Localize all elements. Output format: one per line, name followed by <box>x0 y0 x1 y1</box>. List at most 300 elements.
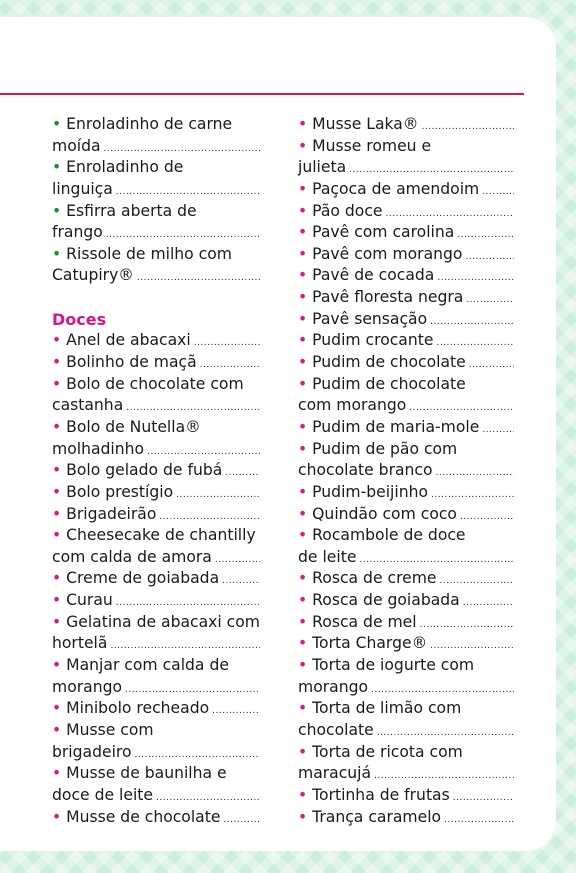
bullet-icon: • <box>298 742 313 761</box>
item-text <box>298 590 460 612</box>
item-text <box>52 785 153 807</box>
item-line <box>52 417 260 439</box>
item-label: Rosca de mel <box>312 612 417 631</box>
bullet-icon: • <box>298 374 313 393</box>
item-label: com morango <box>298 396 407 415</box>
bullet-icon: • <box>52 526 67 545</box>
item-label: chocolate <box>298 720 374 739</box>
list-item <box>298 179 514 201</box>
list-item <box>52 504 260 526</box>
list-item <box>298 244 514 266</box>
dot-leader <box>212 701 260 723</box>
dot-leader <box>465 247 514 269</box>
left-column <box>52 114 260 828</box>
item-line <box>52 547 260 569</box>
list-item <box>298 330 514 352</box>
item-label: Musse Laka® <box>312 115 419 133</box>
bullet-icon: • <box>298 288 313 307</box>
item-label: maracujá <box>298 764 372 783</box>
item-label: Rocambole de doce <box>312 526 466 545</box>
item-line <box>52 460 260 482</box>
item-text <box>52 460 222 482</box>
item-line <box>298 807 514 829</box>
dot-leader <box>176 485 260 507</box>
item-text <box>298 568 437 590</box>
bullet-icon: • <box>52 612 67 631</box>
bullet-icon: • <box>298 591 313 610</box>
item-text <box>298 287 463 309</box>
item-label: Rosca de creme <box>312 569 437 588</box>
list-item <box>52 157 260 200</box>
item-label: Pudim de pão com <box>312 439 458 458</box>
bullet-icon: • <box>298 785 313 804</box>
item-text <box>298 439 457 461</box>
item-text <box>52 677 122 699</box>
item-text <box>298 720 374 742</box>
item-line <box>52 655 260 677</box>
item-label: moída <box>52 136 101 155</box>
item-label: Bolo prestígio <box>66 482 174 501</box>
item-line <box>52 568 260 590</box>
list-item <box>298 265 514 287</box>
item-label: Pavê com carolina <box>312 223 455 242</box>
bullet-icon: • <box>52 331 67 350</box>
item-text <box>298 157 346 179</box>
item-line <box>52 439 260 461</box>
item-label: Pavê com morango <box>312 244 463 263</box>
item-line <box>52 201 260 223</box>
item-label: hortelã <box>52 634 108 653</box>
item-label: Pavê floresta negra <box>312 288 464 307</box>
header-rule <box>0 93 524 95</box>
item-text <box>298 763 371 785</box>
dot-leader <box>223 810 260 832</box>
item-line <box>52 677 260 699</box>
list-item <box>298 136 514 179</box>
dot-leader <box>430 312 514 334</box>
item-text <box>298 547 356 569</box>
item-line <box>52 590 260 612</box>
item-line <box>52 136 260 158</box>
item-label: Pavê sensação <box>312 309 428 328</box>
bullet-icon: • <box>298 179 313 198</box>
list-item <box>52 807 260 829</box>
list-item <box>52 482 260 504</box>
item-label: Pudim crocante <box>312 331 434 350</box>
item-label: Musse romeu e <box>312 136 432 155</box>
item-label: morango <box>298 677 369 696</box>
item-label: Pudim de chocolate <box>312 374 466 393</box>
item-text <box>52 763 227 785</box>
item-text <box>298 352 466 374</box>
bullet-icon: • <box>52 504 67 523</box>
bullet-icon: • <box>298 309 313 328</box>
item-text <box>298 244 462 266</box>
item-text <box>298 655 474 677</box>
list-item <box>298 655 514 698</box>
item-label: Bolinho de maçã <box>66 353 197 372</box>
item-text <box>298 395 406 417</box>
item-text <box>298 460 433 482</box>
item-text <box>52 244 232 266</box>
list-item <box>298 352 514 374</box>
item-label: Musse com <box>66 720 154 739</box>
item-text <box>52 265 134 287</box>
item-line <box>298 742 514 764</box>
item-text <box>52 482 173 504</box>
bullet-icon: • <box>52 807 67 826</box>
bullet-icon: • <box>298 569 313 588</box>
bullet-icon: • <box>52 374 67 393</box>
dot-leader <box>453 788 514 810</box>
item-label: Musse de baunilha e <box>66 764 227 783</box>
bullet-icon: • <box>52 656 67 675</box>
item-label: Gelatina de abacaxi com <box>66 612 260 631</box>
item-text <box>52 655 229 677</box>
item-label: Enroladinho de carne <box>66 115 233 133</box>
bullet-icon: • <box>298 136 313 155</box>
item-line <box>52 114 260 136</box>
item-text <box>52 742 132 764</box>
bullet-icon: • <box>52 158 67 177</box>
item-line <box>52 763 260 785</box>
item-line <box>298 460 514 482</box>
item-label: castanha <box>52 396 124 415</box>
dot-leader <box>482 420 514 442</box>
bullet-icon: • <box>298 353 313 372</box>
list-item <box>52 568 260 590</box>
bullet-icon: • <box>298 201 313 220</box>
item-line <box>52 352 260 374</box>
item-label: Pudim de maria-mole <box>312 417 480 436</box>
item-text <box>298 807 441 829</box>
bullet-icon: • <box>298 504 313 523</box>
item-line <box>298 265 514 287</box>
list-item <box>52 612 260 655</box>
dot-leader <box>457 225 514 247</box>
item-line <box>52 330 260 352</box>
list-item <box>298 504 514 526</box>
item-text <box>52 612 260 634</box>
bullet-icon: • <box>298 482 313 501</box>
item-text <box>298 785 450 807</box>
item-line <box>52 807 260 829</box>
bullet-icon: • <box>52 591 67 610</box>
item-label: Paçoca de amendoim <box>312 179 480 198</box>
dot-leader <box>137 268 260 290</box>
item-label: Pão doce <box>312 201 383 220</box>
item-line <box>298 309 514 331</box>
item-text <box>298 330 433 352</box>
item-line <box>52 525 260 547</box>
item-text <box>298 742 463 764</box>
item-line <box>52 395 260 417</box>
item-text <box>52 330 191 352</box>
dot-leader <box>463 593 514 615</box>
list-item <box>298 785 514 807</box>
bullet-icon: • <box>298 439 313 458</box>
list-item <box>52 698 260 720</box>
item-line <box>298 157 514 179</box>
item-line <box>298 720 514 742</box>
item-text <box>298 633 427 655</box>
item-label: Anel de abacaxi <box>66 331 191 350</box>
item-label: Tortinha de frutas <box>312 785 450 804</box>
item-line <box>298 655 514 677</box>
list-item <box>298 222 514 244</box>
item-line <box>298 677 514 699</box>
list-item <box>298 525 514 568</box>
item-label: Torta Charge® <box>312 634 428 653</box>
list-item <box>52 460 260 482</box>
list-item <box>298 114 514 136</box>
bullet-icon: • <box>298 634 313 653</box>
bullet-icon: • <box>52 244 67 263</box>
item-text <box>298 179 479 201</box>
list-item <box>298 374 514 417</box>
item-text <box>298 677 368 699</box>
item-label: Torta de limão com <box>312 699 462 718</box>
list-item <box>52 374 260 417</box>
item-line <box>298 633 514 655</box>
bullet-icon: • <box>298 807 313 826</box>
item-line <box>52 179 260 201</box>
item-label: Enroladinho de <box>66 158 184 177</box>
item-label: Musse de chocolate <box>66 807 221 826</box>
item-line <box>298 201 514 223</box>
item-line <box>298 244 514 266</box>
dot-leader <box>469 355 514 377</box>
item-label: Rissole de milho com <box>66 244 232 263</box>
item-label: brigadeiro <box>52 742 132 761</box>
bullet-icon: • <box>298 656 313 675</box>
item-line <box>298 352 514 374</box>
item-label: Torta de iogurte com <box>312 656 475 675</box>
item-text <box>52 114 232 136</box>
bullet-icon: • <box>52 720 67 739</box>
dot-leader <box>215 550 260 572</box>
bullet-icon: • <box>52 764 67 783</box>
bullet-icon: • <box>298 699 313 718</box>
item-text <box>52 698 209 720</box>
item-label: Esfirra aberta de <box>66 201 197 220</box>
bullet-icon: • <box>52 417 67 436</box>
item-text <box>298 136 431 158</box>
bullet-icon: • <box>298 526 313 545</box>
item-line <box>52 265 260 287</box>
item-label: Bolo de Nutella® <box>66 417 201 436</box>
item-line <box>298 287 514 309</box>
list-item <box>52 417 260 460</box>
item-text <box>52 352 197 374</box>
item-label: Pudim de chocolate <box>312 353 466 372</box>
section-title-doces: Doces <box>52 309 107 329</box>
item-line <box>52 698 260 720</box>
item-line <box>298 222 514 244</box>
list-item <box>298 698 514 741</box>
list-item <box>298 439 514 482</box>
item-line <box>298 763 514 785</box>
item-text <box>298 374 466 396</box>
bullet-icon: • <box>52 201 67 220</box>
list-item <box>52 352 260 374</box>
item-line <box>298 504 514 526</box>
list-item <box>52 114 260 157</box>
bullet-icon: • <box>298 612 313 631</box>
item-line <box>298 785 514 807</box>
bullet-icon: • <box>52 699 67 718</box>
item-text <box>52 439 144 461</box>
item-line <box>52 742 260 764</box>
bullet-icon: • <box>52 482 67 501</box>
item-label: Bolo gelado de fubá <box>66 461 223 480</box>
item-text <box>298 504 457 526</box>
item-line <box>298 136 514 158</box>
list-item <box>52 201 260 244</box>
item-label: de leite <box>298 547 357 566</box>
list-item <box>52 720 260 763</box>
item-line <box>52 612 260 634</box>
bullet-icon: • <box>52 461 67 480</box>
item-label: Trança caramelo <box>312 807 442 826</box>
item-line <box>298 612 514 634</box>
bullet-icon: • <box>52 569 67 588</box>
item-text <box>298 525 466 547</box>
dot-leader <box>420 615 514 637</box>
item-label: com calda de amora <box>52 547 212 566</box>
bullet-icon: • <box>298 417 313 436</box>
item-label: Torta de ricota com <box>312 742 463 761</box>
item-line <box>298 417 514 439</box>
list-item <box>298 417 514 439</box>
list-item <box>52 590 260 612</box>
item-label: Pudim-beijinho <box>312 482 429 501</box>
item-text <box>52 590 113 612</box>
item-label: linguiça <box>52 179 113 198</box>
item-text <box>298 698 461 720</box>
dot-leader <box>436 463 514 485</box>
list-item <box>298 612 514 634</box>
list-item <box>298 482 514 504</box>
item-text <box>298 201 383 223</box>
item-text <box>52 525 256 547</box>
item-line <box>52 785 260 807</box>
item-line <box>52 374 260 396</box>
item-label: julieta <box>298 158 347 177</box>
item-label: molhadinho <box>52 439 145 458</box>
item-text <box>52 504 156 526</box>
item-label: Minibolo recheado <box>66 699 210 718</box>
bullet-icon: • <box>52 353 67 372</box>
item-line <box>298 698 514 720</box>
list-item <box>298 568 514 590</box>
item-label: Creme de goiabada <box>66 569 220 588</box>
list-item <box>298 742 514 785</box>
item-text <box>52 201 197 223</box>
item-label: Curau <box>66 591 113 610</box>
item-label: Manjar com calda de <box>66 656 229 675</box>
bullet-icon: • <box>298 244 313 263</box>
bullet-icon: • <box>298 331 313 350</box>
item-text <box>52 374 244 396</box>
item-label: doce de leite <box>52 785 153 804</box>
right-column <box>298 114 514 828</box>
item-text <box>52 417 201 439</box>
item-line <box>298 590 514 612</box>
item-line <box>298 568 514 590</box>
item-line <box>298 330 514 352</box>
item-text <box>52 222 103 244</box>
item-text <box>52 547 212 569</box>
dot-leader <box>482 182 514 204</box>
list-item <box>52 330 260 352</box>
item-text <box>298 482 428 504</box>
dot-leader <box>222 571 260 593</box>
dot-leader <box>460 507 514 529</box>
list-item <box>52 655 260 698</box>
item-text <box>298 114 418 136</box>
bullet-icon: • <box>298 266 313 285</box>
item-text <box>298 265 434 287</box>
doces-list <box>52 330 260 828</box>
item-text <box>52 633 107 655</box>
item-label: Quindão com coco <box>312 504 457 523</box>
item-text <box>298 417 479 439</box>
list-item <box>298 287 514 309</box>
item-line <box>298 374 514 396</box>
bullet-icon: • <box>298 115 313 133</box>
list-item <box>298 590 514 612</box>
item-text <box>52 568 219 590</box>
item-line <box>298 482 514 504</box>
doces-list-continued <box>298 114 514 828</box>
list-item <box>298 633 514 655</box>
item-line <box>52 222 260 244</box>
item-text <box>298 612 417 634</box>
item-label: Catupiry® <box>52 266 134 285</box>
dot-leader <box>466 290 514 312</box>
list-item <box>52 525 260 568</box>
bullet-icon: • <box>298 223 313 242</box>
item-label: Bolo de chocolate com <box>66 374 244 393</box>
item-line <box>298 525 514 547</box>
item-text <box>52 157 183 179</box>
item-text <box>298 309 427 331</box>
bullet-icon: • <box>52 115 67 133</box>
list-item <box>52 763 260 806</box>
item-text <box>52 807 220 829</box>
item-label: frango <box>52 223 103 242</box>
item-line <box>52 504 260 526</box>
item-text <box>298 222 454 244</box>
item-text <box>52 395 123 417</box>
item-text <box>52 179 113 201</box>
item-text <box>52 720 154 742</box>
item-line <box>52 157 260 179</box>
item-line <box>298 547 514 569</box>
item-line <box>298 395 514 417</box>
dot-leader <box>444 810 514 832</box>
dot-leader <box>194 333 260 355</box>
list-item <box>298 807 514 829</box>
item-line <box>298 179 514 201</box>
list-item <box>298 201 514 223</box>
item-label: Pavê de cocada <box>312 266 435 285</box>
snack-list <box>52 114 260 287</box>
item-line <box>52 633 260 655</box>
list-item <box>52 244 260 287</box>
item-line <box>298 439 514 461</box>
